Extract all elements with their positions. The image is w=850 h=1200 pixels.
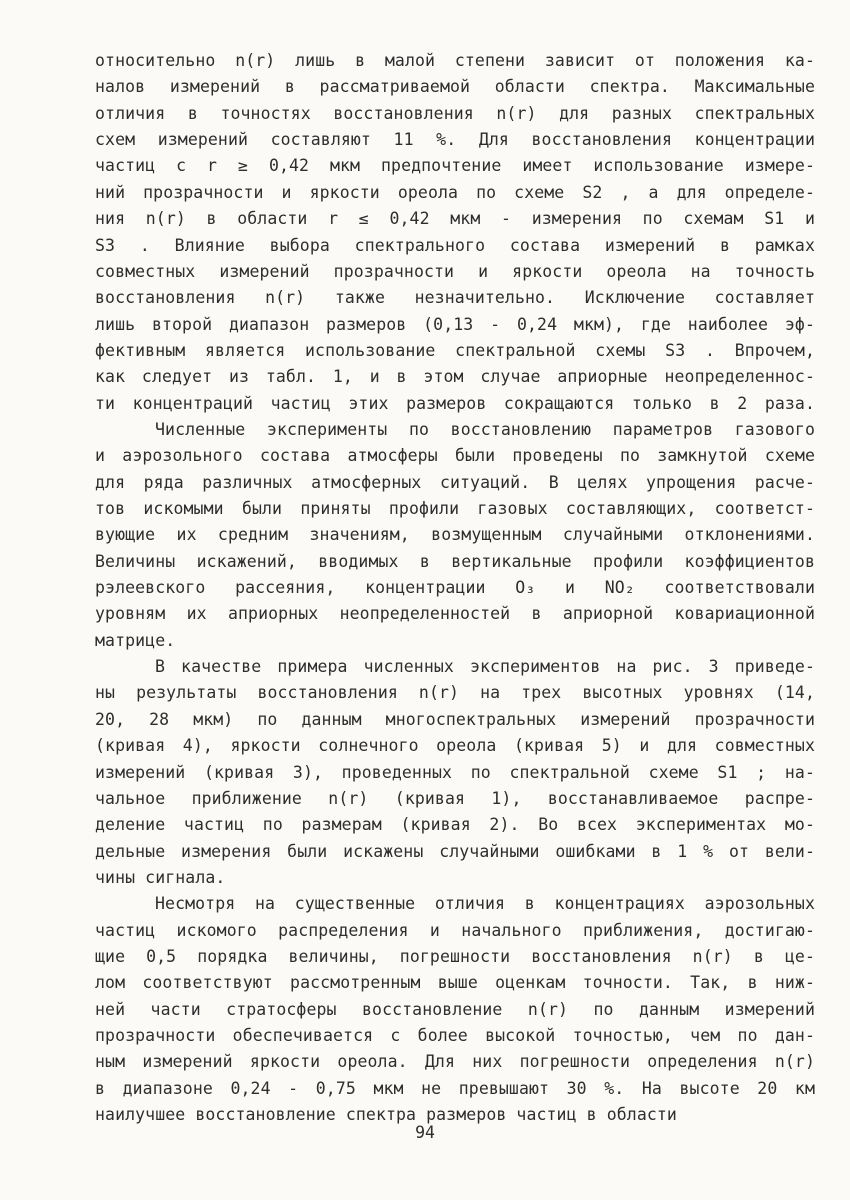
text-line-30: деление частиц по размерам (кривая 2). Во всех экспериментах мо- (95, 815, 815, 835)
text-line-37: ней части стратосферы восстановление n(r) по данным измерений (95, 999, 815, 1019)
text-line-32: чины сигнала. (95, 867, 226, 887)
text-line-29: чальное приближение n(r) (кривая 1), восстанавливаемое распре- (95, 788, 815, 808)
text-line-21: рэлеевского рассеяния, концентрации O₃ и NO₂ соответствовали (95, 578, 815, 597)
text-line-34: частиц искомого распределения и начального приближения, достигаю- (95, 920, 815, 940)
text-line-19: вующие их средним значениям, возмущенным случайными отклонениями. (95, 525, 815, 545)
text-line-40: в диапазоне 0,24 - 0,75 мкм не превышают 30 %. На высоте 20 км (95, 1078, 815, 1098)
text-line-6: ний прозрачности и яркости ореола по схеме S2 , а для определе- (95, 182, 815, 202)
text-line-2: налов измерений в рассматриваемой области спектра. Максимальные (95, 77, 815, 97)
text-line-8: S3 . Влияние выбора спектрального состава измерений в рамках (95, 235, 815, 255)
text-line-11: лишь второй диапазон размеров (0,13 - 0,24 мкм), где наиболее эф- (95, 314, 815, 334)
text-line-17: для ряда различных атмосферных ситуаций. В целях упрощения расче- (95, 472, 815, 492)
text-line-3: отличия в точностях восстановления n(r) для разных спектральных (95, 103, 815, 123)
text-line-10: восстановления n(r) также незначительно. Исключение составляет (95, 288, 815, 308)
text-line-31: дельные измерения были искажены случайными ошибками в 1 % от вели- (95, 841, 815, 861)
text-line-28: измерений (кривая 3), проведенных по спектральной схеме S1 ; на- (95, 762, 815, 782)
text-line-35: щие 0,5 порядка величины, погрешности восстановления n(r) в це- (95, 946, 815, 966)
text-line-25: ны результаты восстановления n(r) на трех высотных уровнях (14, (95, 683, 815, 703)
text-line-16: и аэрозольного состава атмосферы были проведены по замкнутой схеме (95, 446, 815, 466)
text-line-39: ным измерений яркости ореола. Для них погрешности определения n(r) (95, 1052, 815, 1072)
text-line-33: Несмотря на существенные отличия в концентрациях аэрозольных (155, 894, 815, 914)
text-line-26: 20, 28 мкм) по данным многоспектральных измерений прозрачности (95, 709, 815, 729)
text-line-13: как следует из табл. 1, и в этом случае априорные неопределеннос- (95, 367, 815, 387)
text-line-15: Численные эксперименты по восстановлению параметров газового (155, 419, 815, 439)
text-line-22: уровням их априорных неопределенностей в априорной ковариационной (95, 604, 815, 624)
text-line-7: ния n(r) в области r ≤ 0,42 мкм - измерения по схемам S1 и (95, 209, 815, 229)
text-line-18: тов искомыми были приняты профили газовых составляющих, соответст- (95, 499, 815, 518)
text-line-24: В качестве примера численных экспериментов на рис. 3 приведе- (155, 657, 815, 677)
text-line-27: (кривая 4), яркости солнечного ореола (кривая 5) и для совместных (95, 736, 815, 756)
text-line-14: ти концентраций частиц этих размеров сокращаются только в 2 раза. (95, 393, 815, 413)
text-line-38: прозрачности обеспечивается с более высокой точностью, чем по дан- (95, 1026, 815, 1045)
text-line-4: схем измерений составляют 11 %. Для восстановления концентрации (95, 130, 815, 150)
page-number: 94 (415, 1123, 435, 1142)
text-line-41: наилучшее восстановление спектра размеров частиц в области (95, 1105, 677, 1124)
text-line-1: относительно n(r) лишь в малой степени зависит от положения ка- (95, 51, 815, 70)
text-line-12: фективным является использование спектральной схемы S3 . Впрочем, (95, 340, 815, 360)
text-line-23: матрице. (95, 630, 176, 650)
text-line-36: лом соответствуют рассмотренным выше оценкам точности. Так, в ниж- (95, 973, 815, 993)
text-line-9: совместных измерений прозрачности и яркости ореола на точность (95, 261, 815, 281)
text-line-20: Величины искажений, вводимых в вертикальные профили коэффициентов (95, 551, 815, 571)
text-line-5: частиц с r ≥ 0,42 мкм предпочтение имеет использование измере- (95, 156, 815, 176)
